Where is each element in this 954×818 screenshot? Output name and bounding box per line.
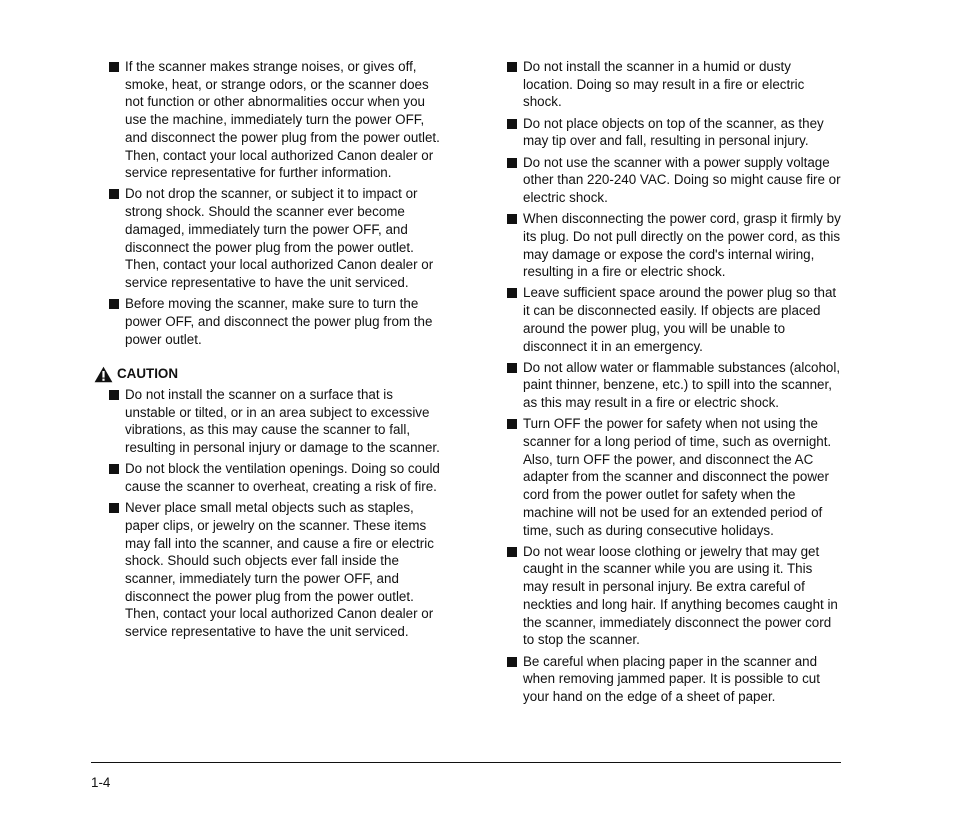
list-item	[507, 210, 841, 281]
list-item-text: Do not block the ventilation openings. Doing so could cause the scanner to overheat, creating a risk of fire.	[125, 461, 440, 494]
list-item	[507, 415, 841, 539]
left-column	[109, 58, 445, 644]
list-item-text: Do not install the scanner on a surface that is unstable or tilted, or in an area subject to excessive vibrations, as this may cause the scanner to fall, resulting in personal injury or damage to the scanner.	[125, 386, 440, 456]
list-item-text: Before moving the scanner, make sure to turn the power OFF, and disconnect the power plug from the power outlet.	[125, 296, 433, 347]
caution-heading	[94, 365, 445, 383]
list-item-text: Never place small metal objects such as staples, paper clips, or jewelry on the scanner. These items may fall into the scanner, and cause a fire or electric shock. Should such objects ever fall inside the scanner, immediately turn the power OFF, and disconnect the power plug from the power outlet. Then, contact your local authorized Canon dealer or service representative to have the unit serviced.	[125, 500, 434, 640]
list-item	[109, 460, 445, 495]
safety-list-right	[507, 58, 841, 706]
list-item	[507, 543, 841, 649]
square-bullet-icon	[109, 390, 119, 400]
list-item	[109, 295, 445, 348]
list-item-text: Do not allow water or flammable substances (alcohol, paint thinner, benzene, etc.) to spill into the scanner, as this may result in a fire or electric shock.	[523, 359, 841, 411]
list-item-text: Do not place objects on top of the scanner, as they may tip over and fall, resulting in personal injury.	[523, 115, 824, 149]
list-item-text: Turn OFF the power for safety when not using the scanner for a long period of time, such as overnight. Also, turn OFF the power, and disconnect the AC adapter from the scanner and disconnect the power cord from the power outlet for safety when the machine will not be used for an extended period of time, such as during consecutive holidays.	[523, 416, 832, 538]
warning-triangle-icon	[94, 366, 113, 383]
square-bullet-icon	[507, 547, 517, 557]
list-item-text: Do not use the scanner with a power supply voltage other than 220-240 VAC. Doing so might cause fire or electric shock.	[523, 154, 841, 205]
list-item-text: Do not install the scanner in a humid or dusty location. Doing so may result in a fire or electric shock.	[523, 59, 805, 110]
square-bullet-icon	[507, 419, 517, 429]
safety-list-caution	[109, 386, 445, 641]
list-item	[507, 284, 841, 355]
caution-label: CAUTION	[117, 366, 178, 382]
square-bullet-icon	[507, 288, 517, 298]
page-number: 1-4	[91, 775, 111, 790]
square-bullet-icon	[507, 119, 517, 129]
list-item	[109, 386, 445, 457]
list-item-text: Leave sufficient space around the power plug so that it can be disconnected easily. If objects are placed around the power plug, you will be unable to disconnect it in an emergency.	[523, 285, 837, 354]
safety-list-general	[109, 58, 445, 348]
square-bullet-icon	[507, 158, 517, 168]
list-item	[109, 58, 445, 182]
list-item	[109, 499, 445, 641]
list-item-text: When disconnecting the power cord, grasp it firmly by its plug. Do not pull directly on the power cord, as this may damage or expose the cord's internal wiring, resulting in a fire or electric shock.	[523, 211, 841, 280]
footer-divider	[91, 762, 841, 763]
square-bullet-icon	[507, 62, 517, 72]
list-item-text: Be careful when placing paper in the scanner and when removing jammed paper. It is possible to cut your hand on the edge of a sheet of paper.	[523, 653, 820, 704]
square-bullet-icon	[109, 503, 119, 513]
list-item-text: Do not drop the scanner, or subject it to impact or strong shock. Should the scanner ever become damaged, immediately turn the power OFF, and disconnect the power plug from the power outlet. Then, contact your local authorized Canon dealer or service representative to have the unit serviced.	[125, 186, 434, 290]
list-item	[507, 58, 841, 111]
list-item-text: Do not wear loose clothing or jewelry that may get caught in the scanner while you are using it. This may result in personal injury. Be extra careful of neckties and long hair. If anything becomes caught in the scanner, immediately disconnect the power cord to stop the scanner.	[523, 543, 838, 648]
list-item-text: If the scanner makes strange noises, or gives off, smoke, heat, or strange odors, or the scanner does not function or other abnormalities occur when you use the machine, immediately turn the power OFF, and disconnect the power plug from the power outlet. Then, contact your local authorized Canon dealer or service representative for further information.	[125, 59, 440, 181]
list-item	[507, 653, 841, 706]
list-item	[109, 185, 445, 291]
square-bullet-icon	[507, 214, 517, 224]
list-item	[507, 154, 841, 207]
square-bullet-icon	[109, 464, 119, 474]
list-item	[507, 115, 841, 150]
right-column	[507, 58, 841, 709]
square-bullet-icon	[109, 62, 119, 72]
square-bullet-icon	[109, 189, 119, 199]
square-bullet-icon	[507, 657, 517, 667]
square-bullet-icon	[507, 363, 517, 373]
square-bullet-icon	[109, 299, 119, 309]
list-item	[507, 359, 841, 412]
